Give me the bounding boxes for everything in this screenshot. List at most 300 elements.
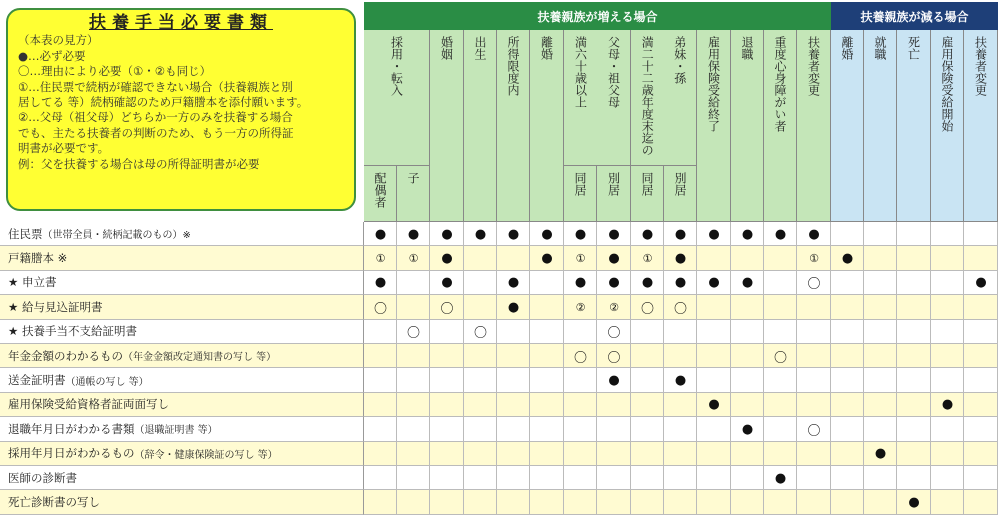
table-cell <box>364 368 397 392</box>
table-cell <box>931 246 964 270</box>
header-sub <box>364 166 397 222</box>
table-cell <box>697 246 731 270</box>
mark: ② <box>575 300 586 314</box>
table-cell <box>797 320 831 344</box>
row-label-text: ★ 申立書 <box>8 275 57 290</box>
header-text: 満二十二歳年度末迄の <box>640 36 655 156</box>
table-cell <box>530 295 564 319</box>
row-label <box>0 368 364 392</box>
table-cell <box>530 442 564 466</box>
table-cell <box>897 466 931 490</box>
header-text: 出生 <box>473 36 487 60</box>
table-cell <box>631 320 664 344</box>
table-cell <box>364 320 397 344</box>
mark: ● <box>374 226 387 242</box>
table-cell <box>764 295 797 319</box>
table-cell <box>364 417 397 441</box>
header-text: 配偶者 <box>373 172 387 208</box>
table-cell <box>564 320 597 344</box>
table-cell <box>464 344 497 368</box>
table-cell <box>597 466 631 490</box>
header-text: 子 <box>406 172 420 184</box>
table-cell <box>631 490 664 514</box>
table-cell <box>831 222 864 246</box>
row-label-text: 送金証明書 <box>8 373 66 388</box>
table-cell <box>897 368 931 392</box>
table-cell <box>530 466 564 490</box>
legend-title: 扶養手当必要書類 <box>89 13 273 33</box>
table-cell <box>964 246 998 270</box>
table-cell <box>864 246 897 270</box>
row-label <box>0 393 364 417</box>
header-col <box>764 30 797 222</box>
mark: 〇 <box>640 301 654 317</box>
row-label-note: （年金金額改定通知書の写し 等） <box>123 352 277 364</box>
header-sub <box>564 166 597 222</box>
mark: ● <box>708 275 720 291</box>
table-cell <box>731 344 764 368</box>
table-cell <box>430 344 464 368</box>
header-text: 死亡 <box>906 36 921 60</box>
table-cell <box>797 466 831 490</box>
mark: ● <box>674 373 687 389</box>
table-cell <box>664 320 697 344</box>
header-col <box>864 30 897 222</box>
mark: ● <box>574 275 587 291</box>
header-sub <box>597 166 631 222</box>
row-label-note: （退職証明書 等） <box>134 425 218 437</box>
row-label-text: 住民票 <box>8 226 43 241</box>
header-col <box>497 30 530 222</box>
table-cell <box>764 368 797 392</box>
mark: 〇 <box>807 423 821 439</box>
table-cell <box>731 490 764 514</box>
mark: 〇 <box>673 301 687 317</box>
row-label <box>0 344 364 368</box>
table-cell <box>697 368 731 392</box>
table-cell <box>764 490 797 514</box>
table-cell <box>631 344 664 368</box>
table-cell <box>831 417 864 441</box>
table-cell <box>964 466 998 490</box>
table-cell <box>931 442 964 466</box>
row-label <box>0 466 364 490</box>
table-cell <box>831 393 864 417</box>
header-sub <box>664 166 697 222</box>
mark: ● <box>608 226 620 242</box>
mark: 〇 <box>440 301 454 317</box>
row-label <box>0 271 364 295</box>
table-cell <box>430 417 464 441</box>
table-cell <box>831 368 864 392</box>
table-cell <box>864 466 897 490</box>
header-text: 婚姻 <box>439 36 454 60</box>
table-cell <box>764 320 797 344</box>
table-cell <box>831 442 864 466</box>
mark: ● <box>741 275 754 291</box>
table-cell <box>631 442 664 466</box>
table-cell <box>864 344 897 368</box>
mark: ● <box>674 226 687 242</box>
table-cell <box>530 417 564 441</box>
mark: ① <box>575 252 586 266</box>
mark: ● <box>441 251 453 267</box>
table-cell <box>364 442 397 466</box>
table-cell <box>464 442 497 466</box>
row-label-note: （辞令・健康保険証の写し 等） <box>134 449 278 461</box>
table-cell <box>897 271 931 295</box>
mark: ● <box>674 275 687 291</box>
table-cell <box>364 490 397 514</box>
mark: ① <box>809 252 819 266</box>
table-cell <box>530 368 564 392</box>
legend-line: でも、主たる扶養者の判断のため、もう一方の所得証 <box>18 125 294 140</box>
table-cell <box>564 466 597 490</box>
increase-band: 扶養親族が増える場合 <box>364 2 831 30</box>
table-cell <box>964 344 998 368</box>
table-cell <box>897 442 931 466</box>
table-cell <box>831 271 864 295</box>
legend-line: （本表の見方） <box>18 33 99 48</box>
table-cell <box>697 417 731 441</box>
table-cell <box>397 442 430 466</box>
table-cell <box>731 320 764 344</box>
table-cell <box>530 490 564 514</box>
header-text: 別居 <box>673 172 687 196</box>
table-cell <box>664 393 697 417</box>
mark: ● <box>908 495 920 511</box>
table-cell <box>864 271 897 295</box>
table-cell <box>731 246 764 270</box>
table-cell <box>831 344 864 368</box>
table-cell <box>497 393 530 417</box>
legend-line: 居してる 等）続柄確認のため戸籍謄本を添付願います。 <box>18 95 309 110</box>
header-text: 扶養者変更 <box>806 36 821 96</box>
table-cell <box>797 344 831 368</box>
table-cell <box>931 271 964 295</box>
header-text: 採用・転入 <box>389 36 404 96</box>
mark: ● <box>708 397 720 413</box>
table-cell <box>464 490 497 514</box>
table-cell <box>397 344 430 368</box>
table-cell <box>397 271 430 295</box>
table-cell <box>931 320 964 344</box>
table-cell <box>464 417 497 441</box>
mark: ● <box>541 226 553 242</box>
header-text: 離婚 <box>840 36 854 60</box>
table-cell <box>897 417 931 441</box>
table-cell <box>631 393 664 417</box>
table-cell <box>597 442 631 466</box>
table-cell <box>864 393 897 417</box>
table-cell <box>731 368 764 392</box>
table-cell <box>464 295 497 319</box>
table-cell <box>797 490 831 514</box>
header-sub <box>397 166 430 222</box>
table-cell <box>430 320 464 344</box>
header-col <box>964 30 998 222</box>
table-cell <box>597 417 631 441</box>
table-cell <box>731 466 764 490</box>
table-cell <box>564 490 597 514</box>
table-cell <box>397 417 430 441</box>
table-cell <box>564 442 597 466</box>
table-cell <box>864 417 897 441</box>
table-cell <box>931 295 964 319</box>
mark: 〇 <box>607 326 621 342</box>
table-cell <box>864 295 897 319</box>
mark: ● <box>641 226 654 242</box>
table-cell <box>897 295 931 319</box>
row-label-note: （通帳の写し 等） <box>65 376 149 388</box>
table-cell <box>430 490 464 514</box>
table-cell <box>764 393 797 417</box>
header-col <box>697 30 731 222</box>
table-cell <box>430 393 464 417</box>
mark: 〇 <box>773 350 787 366</box>
table-cell <box>864 320 897 344</box>
mark: ● <box>841 251 854 267</box>
mark: ● <box>708 226 720 242</box>
header-text: 父母・祖父母 <box>606 36 621 108</box>
header-text: 退職 <box>740 36 754 60</box>
mark: ● <box>507 275 520 291</box>
table-cell <box>497 246 530 270</box>
mark: 〇 <box>473 326 487 342</box>
row-label-note: （世帯全員・続柄記載のもの）※ <box>42 230 191 242</box>
table-cell <box>430 368 464 392</box>
table-cell <box>964 490 998 514</box>
table-cell <box>497 466 530 490</box>
legend-line: 明書が必要です。 <box>18 141 110 156</box>
table-cell <box>697 320 731 344</box>
mark: ● <box>808 226 820 242</box>
table-cell <box>397 368 430 392</box>
table-cell <box>464 368 497 392</box>
table-cell <box>430 442 464 466</box>
legend-line: 例：父を扶養する場合は母の所得証明書が必要 <box>18 156 260 171</box>
mark: ① <box>375 252 386 266</box>
header-group-teimai <box>631 30 697 166</box>
table-cell <box>797 368 831 392</box>
table-cell <box>897 344 931 368</box>
header-text: 就職 <box>873 36 887 60</box>
table-cell <box>464 246 497 270</box>
row-label <box>0 295 364 319</box>
table-cell <box>964 222 998 246</box>
header-col <box>430 30 464 222</box>
mark: ● <box>674 251 687 267</box>
header-col <box>464 30 497 222</box>
header-col <box>931 30 964 222</box>
row-label-text: 退職年月日がわかる書類 <box>8 421 135 436</box>
table-cell <box>864 490 897 514</box>
table-cell <box>764 271 797 295</box>
table-cell <box>731 295 764 319</box>
table-cell <box>631 368 664 392</box>
row-label <box>0 320 364 344</box>
table-cell <box>397 466 430 490</box>
table-cell <box>597 393 631 417</box>
header-text: 同居 <box>640 172 654 196</box>
table-cell <box>797 442 831 466</box>
legend-line: 〇…理由により必要（①・②も同じ） <box>18 64 212 79</box>
table-cell <box>831 320 864 344</box>
header-col <box>797 30 831 222</box>
header-text: 重度心身障がい者 <box>773 36 787 132</box>
table-cell <box>497 368 530 392</box>
table-cell <box>764 417 797 441</box>
table-cell <box>831 295 864 319</box>
table-cell <box>697 344 731 368</box>
mark: ● <box>441 275 453 291</box>
header-text: 満六十歳以上 <box>573 36 588 108</box>
table-cell <box>931 417 964 441</box>
row-label <box>0 442 364 466</box>
header-text: 離婚 <box>539 36 554 60</box>
table-cell <box>530 344 564 368</box>
table-cell <box>697 466 731 490</box>
table-cell <box>631 466 664 490</box>
table-cell <box>731 393 764 417</box>
mark: ● <box>608 275 620 291</box>
table-cell <box>964 295 998 319</box>
header-col <box>731 30 764 222</box>
table-cell <box>964 368 998 392</box>
table-cell <box>964 417 998 441</box>
mark: 〇 <box>373 301 387 317</box>
table-cell <box>897 320 931 344</box>
table-cell <box>764 442 797 466</box>
mark: ● <box>975 275 987 291</box>
table-cell <box>664 442 697 466</box>
table-cell <box>964 320 998 344</box>
mark: 〇 <box>807 277 821 293</box>
table-cell <box>364 466 397 490</box>
table-cell <box>530 320 564 344</box>
table-cell <box>931 466 964 490</box>
header-group-saiyou <box>364 30 430 166</box>
header-text: 弟妹・孫 <box>672 36 687 84</box>
mark: ● <box>608 251 620 267</box>
mark: ● <box>541 251 553 267</box>
header-group-fubo <box>564 30 631 166</box>
table-cell <box>397 490 430 514</box>
table-cell <box>731 442 764 466</box>
mark: ● <box>507 299 520 315</box>
mark: ● <box>474 226 487 242</box>
header-text: 所得限度内 <box>506 36 520 96</box>
table-cell <box>364 344 397 368</box>
table-cell <box>564 368 597 392</box>
table-cell <box>964 393 998 417</box>
mark: ● <box>608 373 620 389</box>
table-cell <box>931 490 964 514</box>
table-cell <box>897 393 931 417</box>
mark: ● <box>374 275 387 291</box>
table-cell <box>497 490 530 514</box>
table-cell <box>464 271 497 295</box>
legend-line: ●…必ず必要 <box>18 48 86 63</box>
table-cell <box>764 246 797 270</box>
header-text: 雇用保険受給開始 <box>940 36 954 132</box>
decrease-band: 扶養親族が減る場合 <box>831 2 998 30</box>
row-label <box>0 246 364 270</box>
mark: ● <box>941 397 954 413</box>
table-cell <box>831 466 864 490</box>
mark: ● <box>741 226 754 242</box>
row-label <box>0 490 364 514</box>
table-cell <box>697 442 731 466</box>
mark: 〇 <box>607 350 621 366</box>
row-label <box>0 222 364 246</box>
table-cell <box>931 368 964 392</box>
table-cell <box>464 466 497 490</box>
table-cell <box>664 344 697 368</box>
header-text: 雇用保険受給終了 <box>706 36 721 132</box>
mark: ● <box>641 275 654 291</box>
mark: ● <box>774 470 787 486</box>
legend-line: ②…父母（祖父母）どちらか一方のみを扶養する場合 <box>18 110 293 125</box>
header-col <box>530 30 564 222</box>
mark: 〇 <box>573 350 587 366</box>
table-cell <box>564 417 597 441</box>
table-cell <box>831 490 864 514</box>
table-cell <box>397 295 430 319</box>
table-cell <box>497 320 530 344</box>
table-cell <box>497 417 530 441</box>
row-label <box>0 417 364 441</box>
mark: ② <box>609 300 619 314</box>
table-cell <box>864 222 897 246</box>
header-text: 別居 <box>606 172 621 196</box>
table-cell <box>497 344 530 368</box>
mark: ● <box>774 226 787 242</box>
row-label-text: 採用年月日がわかるもの <box>8 446 135 461</box>
row-label-text: 年金金額のわかるもの <box>8 348 123 363</box>
table-cell <box>430 466 464 490</box>
table-cell <box>497 442 530 466</box>
header-text: 同居 <box>573 172 587 196</box>
row-label-text: ★ 給与見込証明書 <box>8 299 103 314</box>
table-cell <box>864 368 897 392</box>
mark: ● <box>874 446 887 462</box>
header-text: 扶養者変更 <box>973 36 988 96</box>
table-cell <box>664 466 697 490</box>
table-cell <box>564 393 597 417</box>
table-cell <box>530 393 564 417</box>
mark: ● <box>574 226 587 242</box>
table-cell <box>931 222 964 246</box>
mark: ● <box>507 226 520 242</box>
mark: ● <box>407 226 420 242</box>
table-cell <box>464 393 497 417</box>
legend-box <box>6 8 356 211</box>
header-col <box>897 30 931 222</box>
mark: ● <box>441 226 453 242</box>
table-cell <box>664 417 697 441</box>
table-cell <box>397 393 430 417</box>
table-cell <box>697 490 731 514</box>
row-label-text: 戸籍謄本 ※ <box>8 251 68 266</box>
table-cell <box>530 271 564 295</box>
header-col <box>831 30 864 222</box>
table-cell <box>797 295 831 319</box>
table-cell <box>364 393 397 417</box>
table-cell <box>664 490 697 514</box>
table-cell <box>897 222 931 246</box>
table-cell <box>797 393 831 417</box>
